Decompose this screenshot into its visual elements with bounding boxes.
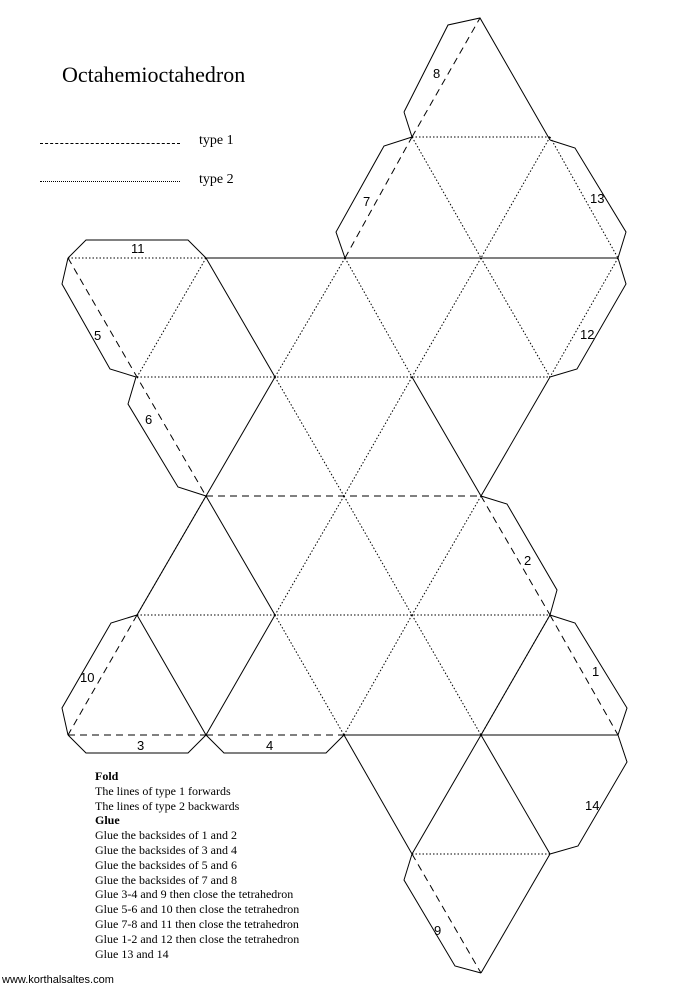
glue-line: Glue 3-4 and 9 then close the tetrahedron bbox=[95, 887, 294, 902]
glue-line: Glue the backsides of 5 and 6 bbox=[95, 857, 237, 872]
tab-label-4: 4 bbox=[266, 738, 274, 753]
tab-label-10: 10 bbox=[80, 670, 95, 685]
tab-label-12: 12 bbox=[580, 327, 595, 342]
legend-type2-label: type 2 bbox=[199, 172, 234, 187]
tab-label-5: 5 bbox=[94, 328, 102, 343]
glue-line: Glue 13 and 14 bbox=[95, 946, 169, 961]
legend-type1-label: type 1 bbox=[199, 133, 234, 148]
legend-type1-line bbox=[40, 143, 180, 144]
page-title: Octahemioctahedron bbox=[62, 62, 246, 87]
tab-label-7: 7 bbox=[363, 194, 371, 209]
instructions bbox=[95, 769, 299, 961]
fold-heading: Fold bbox=[95, 769, 119, 783]
glue-line: Glue the backsides of 1 and 2 bbox=[95, 828, 237, 843]
tab-label-6: 6 bbox=[145, 412, 153, 427]
tab-label-8: 8 bbox=[433, 66, 441, 81]
glue-line: Glue 7-8 and 11 then close the tetrahedron bbox=[95, 916, 299, 931]
footer-url[interactable]: www.korthalsaltes.com bbox=[2, 974, 114, 986]
glue-line: Glue the backsides of 3 and 4 bbox=[95, 842, 237, 857]
tab-label-13: 13 bbox=[590, 191, 605, 206]
glue-line: Glue the backsides of 7 and 8 bbox=[95, 872, 237, 887]
fold-line: The lines of type 2 backwards bbox=[95, 798, 240, 813]
tab-label-11: 11 bbox=[131, 241, 145, 256]
tab-label-14: 14 bbox=[585, 798, 600, 813]
glue-line: Glue 1-2 and 12 then close the tetrahedron bbox=[95, 931, 300, 946]
tab-label-9: 9 bbox=[434, 923, 442, 938]
glue-line: Glue 5-6 and 10 then close the tetrahedron bbox=[95, 902, 300, 917]
tab-label-3: 3 bbox=[137, 738, 145, 753]
glue-heading: Glue bbox=[95, 813, 120, 828]
tab-label-1: 1 bbox=[592, 664, 600, 679]
tab-label-2: 2 bbox=[524, 553, 532, 568]
legend-type2-line bbox=[40, 181, 180, 182]
fold-line: The lines of type 1 forwards bbox=[95, 783, 231, 798]
